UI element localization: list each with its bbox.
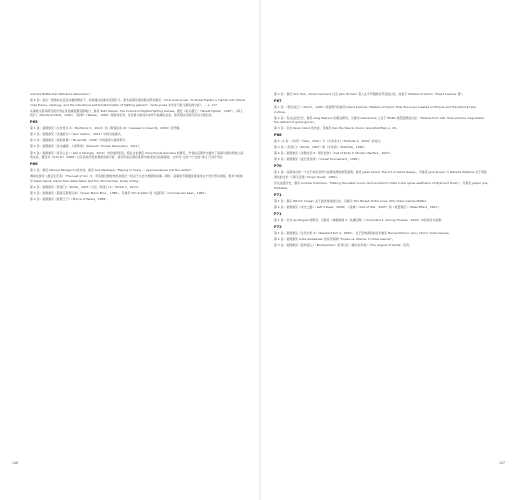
note-paragraph: 从事格斗游戏研究的学者在该领域里颇有影响力，参见 Todd Harper, The Culture of Digital Fighting Games。通过《街头霸王》（Street Fighter，1987）、《真人快打》（Mortal Kombat，1992）、《铁拳》（Tekken，1994）等游戏系列，讨论格斗游戏中动作与叙事的关系。更多相关内容可见该书第四章。	[30, 108, 243, 118]
note-paragraph: 第 3 条：引自 Kevin Cloud 的访谈，另参见 Dan Pinchbeck, Doom: ScaryDarkFast, p. 29。	[274, 126, 399, 131]
note-paragraph: 第 3 条：案例参见《超级马里奥兄弟》（Super Mario Bros.，1985）。另参见 Tim Schafer 的《指挥家》（Commander Keen，1990）。	[30, 190, 209, 195]
note-paragraph: 第 1 条：该游戏也是一个关于角色身份与叙事选择的典型案例。参见 Jesse Schell, The Art of Game Design。另参见 Jane Jensen 与 Roberta Williams 关于冒险游戏的讨论（《国王密使》King's Quest，1984）。	[274, 170, 487, 179]
note-paragraph: 第 4 条：案例参见《杀出重围：人类革命》（Deus Ex: Human Revolution，2011）。	[30, 144, 143, 149]
note-paragraph: 第 3 条：案例参见《轰炸超人》（Bomberman）系列以及《塞尔达传说》（The Legend of Zelda）系列。	[274, 242, 412, 247]
section-heading: P71	[274, 192, 282, 197]
note-paragraph: 第 5 条：案例参见《奇异人生》（Life is Strange，2015）中的选择系统。相关讨论参见 Clara Fernández-Vara 的研究，作者在其著作中提出了叙事与游戏机制之间的关系，通过对《GTA IV》（2008）以及其他开放世界游戏的分析，探讨玩家在游戏世界中如何进行叙事探索。文中对“主线”与“支线”进行了比较分析。	[30, 150, 244, 160]
section-heading: P67	[274, 99, 282, 103]
note-paragraph: 第 2 条：参见 Tom Hall、Adrian Carmack 以及 John Romero 等人关于早期游戏开发的讨论，收录于 Masters of Doom（David Kushner 著）。	[274, 92, 465, 96]
book-gutter	[259, 0, 261, 500]
note-paragraph: 第 6 条：指出一款游戏在没有动画的情况下，如何通过叙事来表现打斗。更多叙事学者的相关研究参见：Chris Goto-Jones, "Is Street Fighter a martial art? Virtual ninja theory, ideology, and the intentional self-transformation of fighting gamers"（Goto-Jones 书中对于格斗游戏的分析）。... p. 177	[30, 98, 245, 107]
section-heading: P65	[30, 120, 38, 125]
left-page-number: 146	[12, 461, 19, 465]
right-page-number: 147	[499, 461, 506, 465]
note-paragraph: 第 1 条：参见 Tetsuya Mizuguchi 的访谈。参见 Gus Mastrapa, "Playing or being — psychoanalysis and the avatar"。	[30, 168, 195, 173]
section-heading: P66	[30, 162, 38, 167]
note-paragraph: 第 5 条：案例参见《虚幻竞技场》（Unreal Tournament，1999）。	[274, 157, 362, 162]
note-paragraph: 第 4 条：案例参见《决胜时刻 4：现代战争》（Call of Duty 4: Modern Warfare，2007）。	[274, 151, 394, 156]
note-paragraph: 第 1 条：《毁灭战士》（Doom，1993）的案例分析参见 David Kushner, Masters of Doom: How Two Guys Created an Empire and Transformed Pop Culture。	[274, 105, 477, 114]
note-paragraph: 第 2 条：有关这段历史，参见 Greg Pearson 的相关研究。另参见 Gamasutra 上关于 MOBA 类型起源的讨论："Models from hell: How practice magnetized the defined of game genre"。	[274, 115, 484, 125]
right-page	[274, 92, 489, 249]
left-page	[30, 92, 245, 203]
note-paragraph: and the Battle that Defined a Generation）	[30, 92, 93, 96]
note-paragraph: 第 1—2 条：《光环》（Halo，2001）与《半条命 2》（Half-Life 2，2004）的对比。	[274, 139, 384, 144]
section-heading: P68	[274, 133, 282, 138]
note-paragraph: 第 2 条：案例参见《求生之路》（Left 4 Dead，2008）、《战神》（God of War，2005）和《质量效应》（Mass Effect，2007）。	[274, 204, 442, 209]
section-heading: P72	[274, 224, 282, 229]
note-paragraph: 第 3 条：案例参见《我的世界》（Minecraft，2009）中的建造与探索部分。	[30, 138, 129, 143]
section-heading: P71	[274, 211, 282, 216]
note-paragraph: 第 2 条：案例参见 Anita Sarkeesian 的系列视频 "Tropes vs. Women in Video Games"。	[274, 236, 395, 241]
note-paragraph: 第 4 条：案例参见《波斯王子》（Prince of Persia，1989）。	[30, 196, 110, 201]
note-paragraph: 例如在游戏《最后生还者》（The Last of Us）中，玩家通过操控角色来经历一段关于失去与救赎的故事。同时，叙事的节奏通过游戏的关卡设计得以体现。更多分析参见 Steve Swink, Game Feel; Katie Salen and Eric Zimmerman, Rules of Play。	[30, 174, 243, 183]
note-paragraph: 第 3 条：《传送门》（Portal，2007）和《半条命》（Half-Life，1998）。	[274, 145, 368, 150]
note-paragraph: 第 1 条：案例参见《生化危机 4》（Resident Evil 4，2005）。关于恐怖游戏的讨论参见 Bernard Perron (ed.), Horror Video Games。	[274, 230, 452, 235]
note-paragraph: 第 2 条：案例参见《传送门》（Portal，2007）以及《传送门 2》（Portal 2，2011）。	[30, 184, 142, 189]
note-paragraph: 有关这段历史，参见 Andrew Hutchison, "Making the water move: techno-historic limits in the game aesthetics of Myst and Doom"。另参见 Jesper Juul, Half-Real。	[274, 181, 489, 190]
note-paragraph: 第 1 条：引自 Ian Bogost 的研究。另参见《神秘海域 2：纵横四海》（Uncharted 2: Among Thieves，2009）中的对话与叙事。	[274, 217, 444, 222]
note-paragraph: 第 2 条：案例参见《灵魂能力》（Soul Calibur，2012）中的对战模式。	[30, 132, 124, 137]
section-heading: P70	[274, 164, 282, 169]
note-paragraph: 第 1 条：参见 Patrick Crogan 关于战争游戏的讨论。另参见 Tom Bissell, Extra Lives: Why Video Games Matter。	[274, 198, 429, 203]
note-paragraph: 第 1 条：案例参见《生化奇兵 2》（BioShock 2，2010）和《刺客信条 III》（Assassin's Creed III，2009）的开篇。	[30, 126, 183, 131]
